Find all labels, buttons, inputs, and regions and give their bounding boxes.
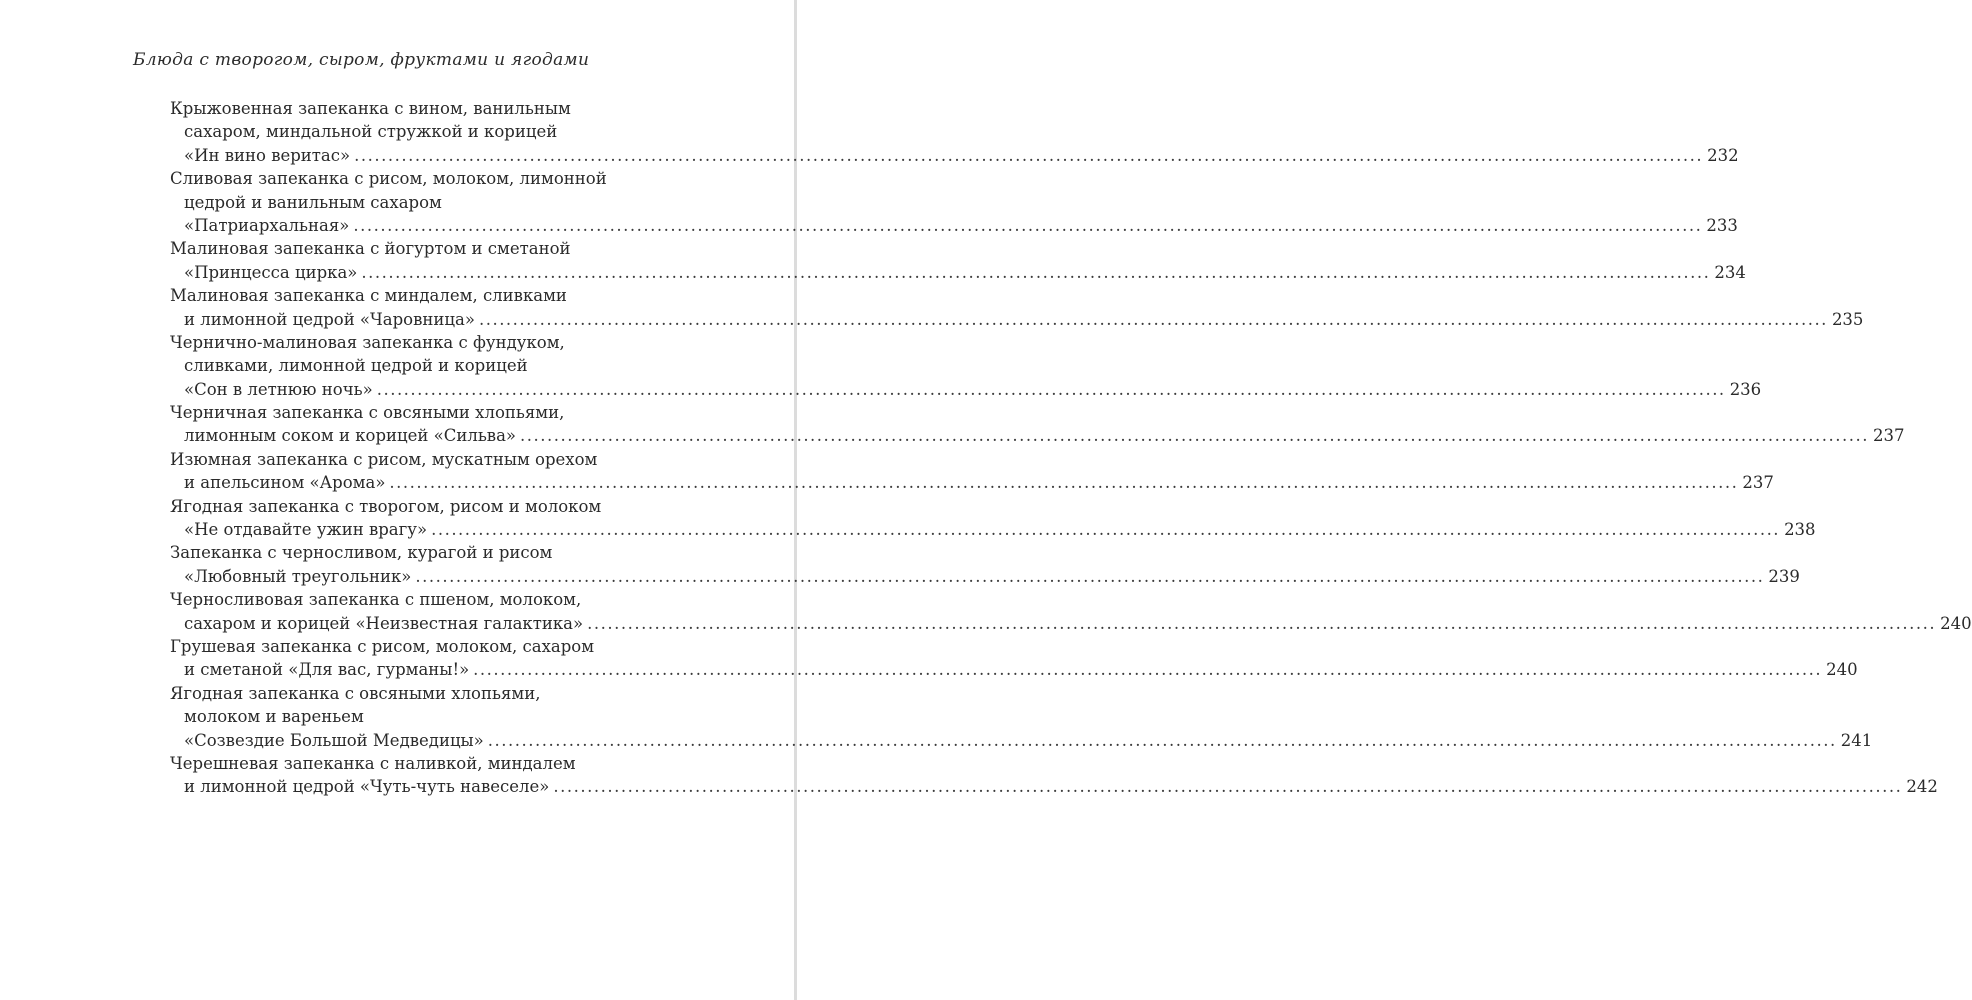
toc-entry [170,97,1739,167]
toc-entry-last-line [170,424,1905,447]
toc-entry-last-line [170,518,1816,541]
toc-entry [170,237,1746,284]
toc-entry-line: Ягодная запеканка с овсяными хлопьями, [170,683,541,703]
toc-entry-last-line [170,308,1864,331]
toc-entry-last-line [170,144,1739,167]
leader-dots: ........................................................................................................................................................................................................ [487,730,1837,750]
leader-dots: ........................................................................................................................................................................................................ [415,566,1765,586]
running-head: Блюда с творогом, сыром, фруктами и ягодами [133,50,590,70]
toc-entry-line: сахаром, миндальной стружкой и корицей [184,122,558,142]
page-number: 237 [1742,473,1774,493]
toc-entry-text: «Ин вино веритас» [184,145,351,165]
toc-entry-line: Сливовая запеканка с рисом, молоком, лимонной [170,169,607,189]
toc-entry [170,167,1738,237]
toc-entry-text: и сметаной «Для вас, гурманы!» [184,660,470,680]
toc-entry-last-line [170,612,1972,635]
toc-entry-text: «Созвездие Большой Медведицы» [184,730,484,750]
toc-entry-last-line [170,658,1858,681]
toc-entry-text: «Патриархальная» [184,215,350,235]
leader-dots: ........................................................................................................................................................................................................ [353,215,1703,235]
leader-dots: ........................................................................................................................................................................................................ [478,309,1828,329]
toc-entry-text: «Сон в летнюю ночь» [184,379,373,399]
table-of-contents [170,97,1972,799]
toc-entry [170,401,1905,448]
page-number: 241 [1840,730,1873,750]
toc-entry-line: Ягодная запеканка с творогом, рисом и молоком [170,496,602,516]
toc-entry-line: Черешневая запеканка с наливкой, миндалем [170,753,576,773]
toc-entry [170,448,1774,495]
toc-entry-text: и лимонной цедрой «Чуть-чуть навеселе» [184,777,550,797]
toc-entry-line: Чернично-малиновая запеканка с фундуком, [170,332,565,352]
page-number: 232 [1707,145,1739,165]
toc-entry-line: цедрой и ванильным сахаром [184,192,442,212]
toc-entry-text: и апельсином «Арома» [184,473,386,493]
toc-entry-last-line [170,214,1738,237]
leader-dots: ........................................................................................................................................................................................................ [361,262,1711,282]
page-number: 242 [1906,777,1938,797]
toc-entry [170,635,1858,682]
page-number: 235 [1831,309,1864,329]
toc-entry-line: Изюмная запеканка с рисом, мускатным орехом [170,449,598,469]
toc-entry-line: Черносливовая запеканка с пшеном, молоком, [170,590,582,610]
toc-entry-last-line [170,729,1873,752]
toc-entry-text: и лимонной цедрой «Чаровница» [184,309,475,329]
page-number: 238 [1784,520,1816,540]
leader-dots: ........................................................................................................................................................................................................ [389,473,1739,493]
toc-entry [170,284,1864,331]
toc-entry [170,682,1873,752]
toc-entry-line: Малиновая запеканка с йогуртом и сметаной [170,239,571,259]
toc-entry [170,752,1938,799]
toc-entry-line: молоком и вареньем [184,707,364,727]
toc-entry-text: «Любовный треугольник» [184,566,412,586]
toc-entry-line: Грушевая запеканка с рисом, молоком, сахаром [170,636,595,656]
toc-entry-last-line [170,378,1762,401]
toc-entry-last-line [170,775,1938,798]
toc-entry-line: Черничная запеканка с овсяными хлопьями, [170,403,565,423]
toc-entry-line: Запеканка с черносливом, курагой и рисом [170,543,553,563]
page-number: 240 [1940,613,1972,633]
toc-entry-text: «Не отдавайте ужин врагу» [184,520,428,540]
toc-entry [170,331,1762,401]
page-number: 234 [1714,262,1746,282]
toc-entry-line: Малиновая запеканка с миндалем, сливками [170,286,567,306]
leader-dots: ........................................................................................................................................................................................................ [553,777,1903,797]
leader-dots: ........................................................................................................................................................................................................ [376,379,1726,399]
page-number: 237 [1873,426,1905,446]
toc-entry [170,541,1800,588]
page-number: 240 [1826,660,1858,680]
page-number: 236 [1729,379,1762,399]
page-number: 233 [1706,215,1738,235]
toc-entry-last-line [170,565,1800,588]
toc-entry [170,495,1816,542]
toc-entry-last-line [170,471,1774,494]
toc-entry-line: сливками, лимонной цедрой и корицей [184,356,528,376]
toc-entry [170,588,1972,635]
page-number: 239 [1768,566,1800,586]
toc-entry-text: лимонным соком и корицей «Сильва» [184,426,517,446]
toc-entry-last-line [170,261,1746,284]
leader-dots: ........................................................................................................................................................................................................ [473,660,1823,680]
leader-dots: ........................................................................................................................................................................................................ [431,520,1781,540]
leader-dots: ........................................................................................................................................................................................................ [587,613,1937,633]
toc-entry-line: Крыжовенная запеканка с вином, ванильным [170,99,571,118]
toc-entry-text: сахаром и корицей «Неизвестная галактика» [184,613,584,633]
toc-entry-text: «Принцесса цирка» [184,262,358,282]
leader-dots: ........................................................................................................................................................................................................ [520,426,1870,446]
leader-dots: ........................................................................................................................................................................................................ [354,145,1704,165]
